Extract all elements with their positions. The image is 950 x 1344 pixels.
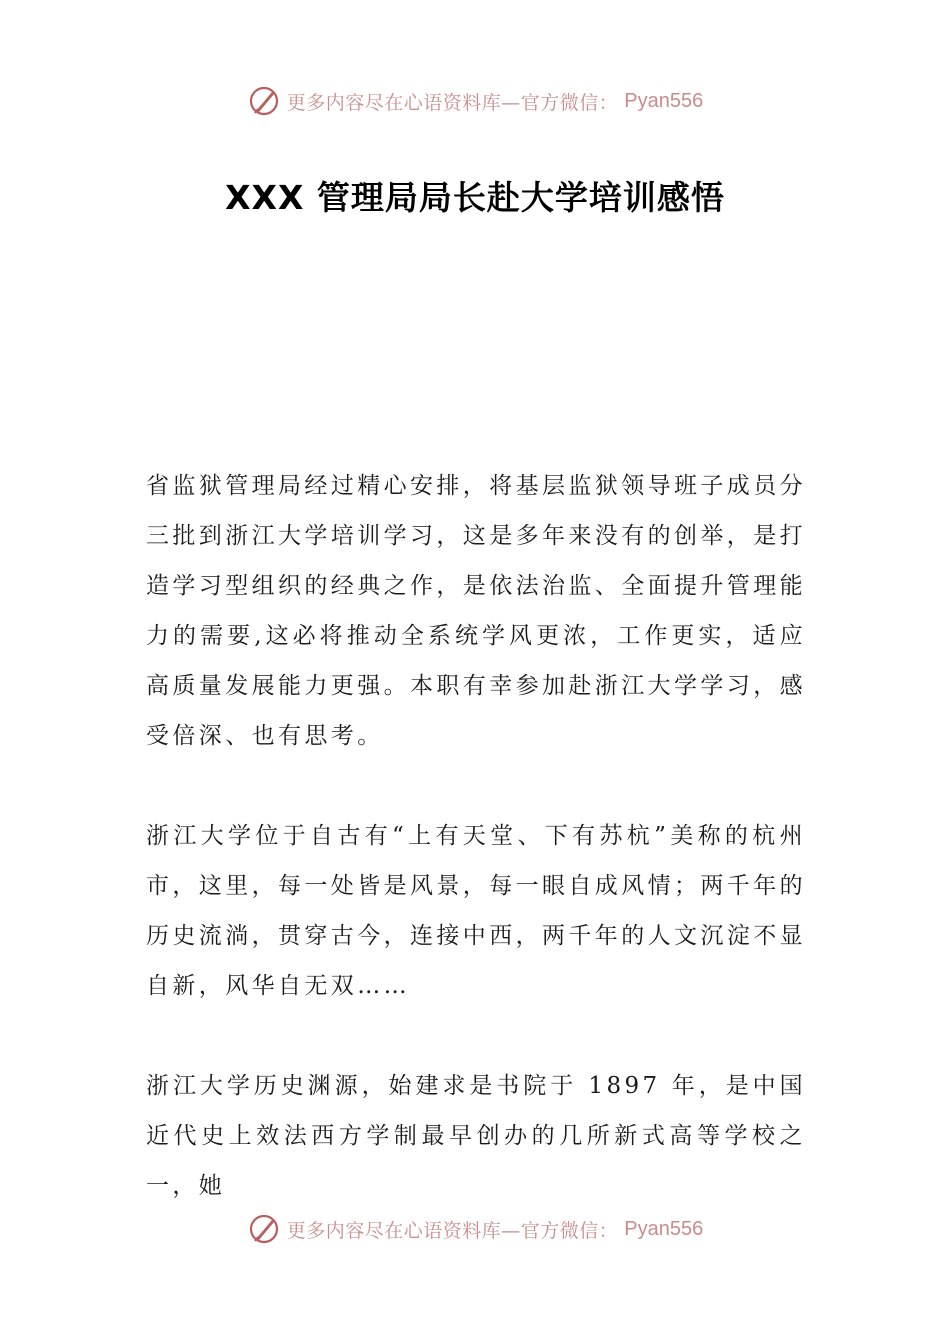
- document-title: XXX 管理局局长赴大学培训感悟: [225, 178, 725, 217]
- header-watermark: [0, 84, 950, 118]
- quill-pen-circle-icon: [247, 1212, 281, 1246]
- footer-watermark: [0, 1212, 950, 1246]
- document-body: [146, 461, 806, 1261]
- watermark-contact: Pyan556: [624, 89, 704, 112]
- watermark-text: 更多内容尽在心语资料库—官方微信：: [286, 91, 619, 114]
- watermark-contact: Pyan556: [624, 1217, 704, 1240]
- paragraph: 浙江大学历史渊源，始建求是书院于 1897 年，是中国近代史上效法西方学制最早创办的几所新式高等学校之一，她: [146, 1073, 806, 1199]
- quill-pen-circle-icon: [247, 84, 281, 118]
- watermark-text: 更多内容尽在心语资料库—官方微信：: [286, 1219, 619, 1242]
- paragraph: 省监狱管理局经过精心安排，将基层监狱领导班子成员分三批到浙江大学培训学习，这是多年来没有的创举，是打造学习型组织的经典之作，是依法治监、全面提升管理能力的需要,这必将推动全系统学风更浓，工作更实，适应高质量发展能力更强。本职有幸参加赴浙江大学学习，感受倍深、也有思考。: [146, 473, 806, 749]
- paragraph: 浙江大学位于自古有“上有天堂、下有苏杭”美称的杭州市，这里，每一处皆是风景，每一眼自成风情；两千年的历史流淌，贯穿古今，连接中西，两千年的人文沉淀不显自新，风华自无双……: [146, 823, 806, 999]
